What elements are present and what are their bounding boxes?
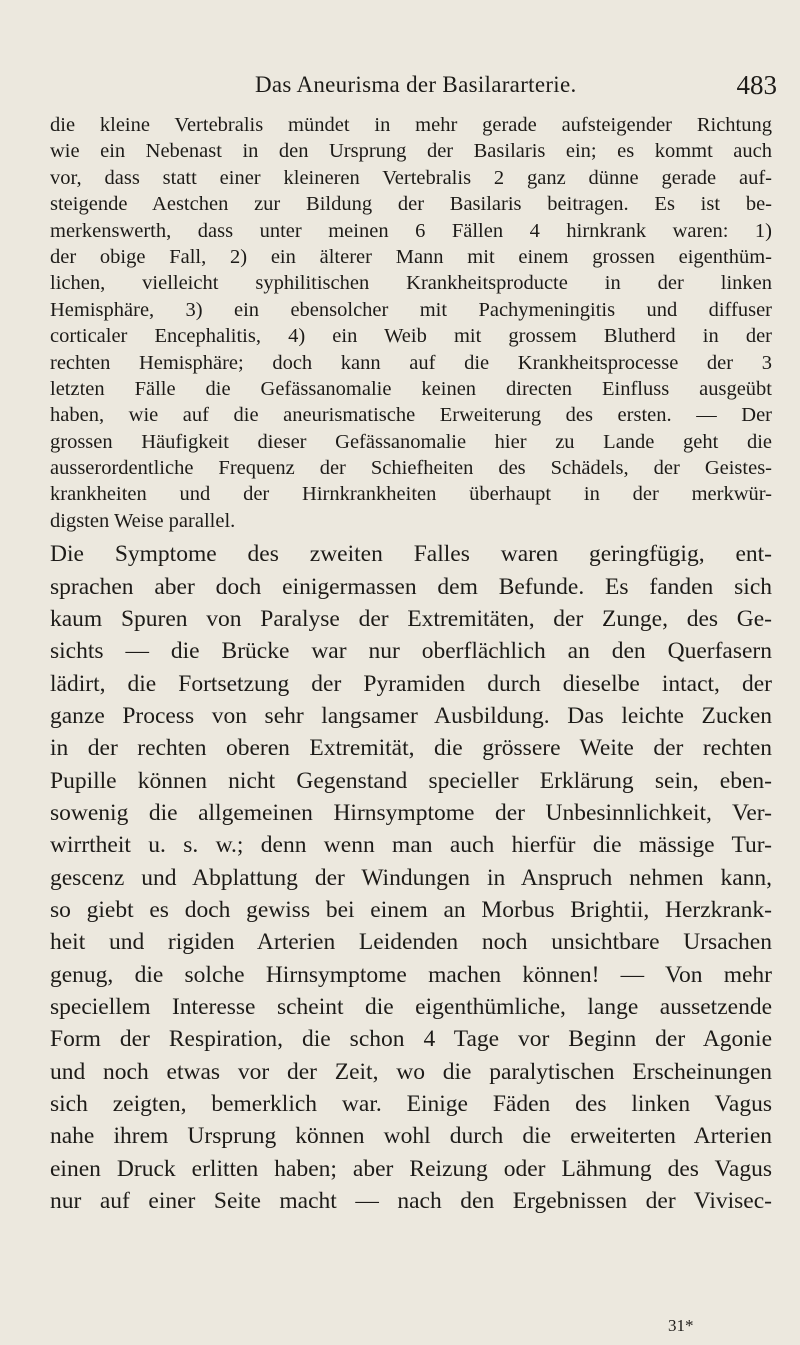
text-line: der obige Fall, 2) ein älterer Mann mit einem grossen eigenthüm- [50, 245, 772, 268]
text-line: so giebt es doch gewiss bei einem an Morbus Brightii, Herzkrank- [50, 897, 772, 924]
text-line: ganze Process von sehr langsamer Ausbildung. Das leichte Zucken [50, 702, 772, 729]
text-line: merkenswerth, dass unter meinen 6 Fällen 4 hirnkrank waren: 1) [50, 219, 772, 242]
paragraph-small-print [50, 112, 772, 534]
text-line: sichts — die Brücke war nur oberflächlich an den Querfasern [50, 638, 772, 665]
text-line: nur auf einer Seite macht — nach den Ergebnissen der Vivisec- [50, 1188, 772, 1215]
text-line: lichen, vielleicht syphilitischen Krankheitsproducte in der linken [50, 272, 772, 295]
text-line: in der rechten oberen Extremität, die grössere Weite der rechten [50, 735, 772, 762]
text-line: genug, die solche Hirnsymptome machen können! — Von mehr [50, 961, 772, 988]
text-line: rechten Hemisphäre; doch kann auf die Krankheitsprocesse der 3 [50, 351, 772, 374]
text-line: grossen Häufigkeit dieser Gefässanomalie hier zu Lande geht die [50, 430, 772, 453]
text-line: speciellem Interesse scheint die eigenthümliche, lange aussetzende [50, 994, 772, 1021]
text-line: die kleine Vertebralis mündet in mehr gerade aufsteigender Richtung [50, 114, 772, 136]
text-line: sprachen aber doch einigermassen dem Befunde. Es fanden sich [50, 573, 772, 600]
text-line: haben, wie auf die aneurismatische Erweiterung des ersten. — Der [50, 404, 772, 427]
text-line: einen Druck erlitten haben; aber Reizung oder Lähmung des Vagus [50, 1155, 772, 1182]
paragraph-main-print [50, 538, 772, 1217]
text-line: steigende Aestchen zur Bildung der Basilaris beitragen. Es ist be- [50, 193, 772, 216]
text-line: sowenig die allgemeinen Hirnsymptome der Unbesinnlichkeit, Ver- [50, 800, 772, 826]
page-number: 483 [736, 70, 777, 100]
text-line: lädirt, die Fortsetzung der Pyramiden durch dieselbe intact, der [50, 670, 772, 697]
text-line: gescenz und Abplattung der Windungen in Anspruch nehmen kann, [50, 864, 772, 891]
text-line: ausserordentliche Frequenz der Schiefheiten des Schädels, der Geistes- [50, 457, 772, 480]
text-line: corticaler Encephalitis, 4) ein Weib mit grossem Blutherd in der [50, 325, 772, 348]
text-line: letzten Fälle die Gefässanomalie keinen directen Einfluss ausgeübt [50, 377, 772, 400]
body-text [50, 112, 772, 1217]
text-line: Pupille können nicht Gegenstand specieller Erklärung sein, eben- [50, 767, 772, 794]
text-line: digsten Weise parallel. [50, 509, 236, 532]
text-line: und noch etwas vor der Zeit, wo die paralytischen Erscheinungen [50, 1058, 772, 1085]
text-line: kaum Spuren von Paralyse der Extremitäten, der Zunge, des Ge- [50, 605, 772, 632]
text-line: krankheiten und der Hirnkrankheiten überhaupt in der merkwür- [50, 483, 772, 506]
text-line: sich zeigten, bemerklich war. Einige Fäden des linken Vagus [50, 1091, 772, 1118]
text-line: vor, dass statt einer kleineren Vertebralis 2 ganz dünne gerade auf- [50, 166, 772, 189]
text-line: wirrtheit u. s. w.; denn wenn man auch hierfür die mässige Tur- [50, 832, 772, 859]
text-line: heit und rigiden Arterien Leidenden noch unsichtbare Ursachen [50, 929, 772, 956]
text-line: wie ein Nebenast in den Ursprung der Basilaris ein; es kommt auch [50, 140, 772, 163]
text-line: Form der Respiration, die schon 4 Tage vor Beginn der Agonie [50, 1026, 772, 1053]
page-header [50, 70, 795, 104]
running-title: Das Aneurisma der Basilararterie. [255, 72, 577, 97]
text-line: Hemisphäre, 3) ein ebensolcher mit Pachymeningitis und diffuser [50, 298, 772, 321]
signature-mark: 31* [668, 1316, 694, 1335]
text-line: Die Symptome des zweiten Falles waren geringfügig, ent- [50, 541, 772, 568]
text-line: nahe ihrem Ursprung können wohl durch die erweiterten Arterien [50, 1123, 772, 1150]
